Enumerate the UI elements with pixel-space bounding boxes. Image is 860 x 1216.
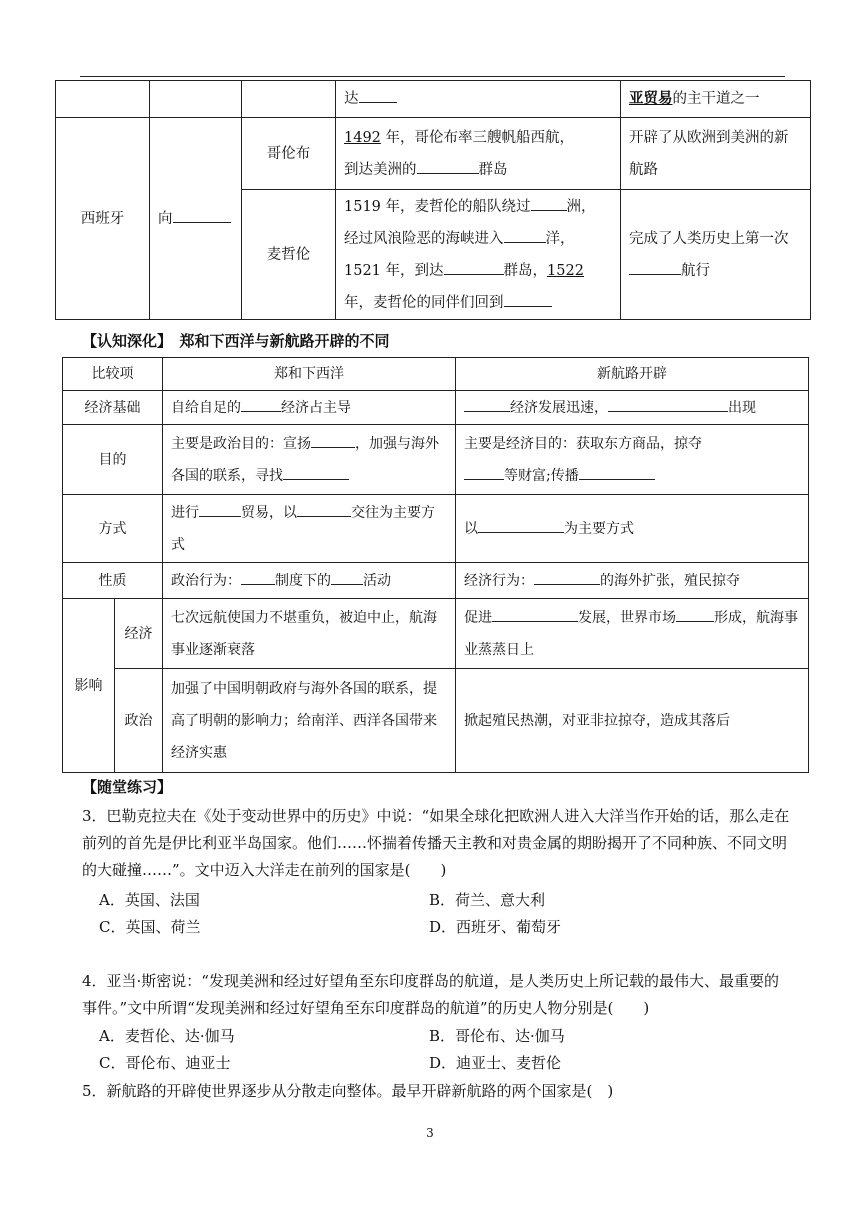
question-options	[99, 887, 779, 941]
table-row	[63, 599, 809, 669]
cell-text: 出现	[728, 399, 756, 416]
row-label: 经济基础	[84, 399, 141, 416]
cell-text: 洋，	[545, 230, 575, 247]
option-a[interactable]: A．英国、法国	[99, 891, 200, 909]
cell-text: 以	[464, 520, 478, 537]
row-label: 方式	[98, 520, 127, 537]
fill-blank	[241, 569, 275, 585]
section-heading: 【认知深化】 郑和下西洋与新航路开辟的不同	[82, 332, 390, 350]
cell-text: 形成，航海事业蒸蒸日上	[464, 609, 798, 658]
comparison-table	[62, 357, 809, 773]
fill-blank	[629, 258, 681, 274]
cell-text: 达	[344, 91, 359, 107]
option-d[interactable]: D．迪亚士、麦哲伦	[429, 1054, 562, 1072]
fill-blank	[444, 258, 504, 274]
row-label: 目的	[98, 451, 127, 468]
column-header: 郑和下西洋	[274, 366, 344, 382]
year-text: 1492	[344, 129, 381, 146]
cell-text: 活动	[363, 572, 391, 589]
question-options	[99, 1023, 779, 1077]
country-label: 西班牙	[80, 210, 125, 227]
option-c[interactable]: C．哥伦布、迪亚士	[99, 1054, 231, 1072]
cell-text: 交往为主要方式	[171, 504, 435, 553]
fill-blank	[331, 569, 363, 585]
fill-blank	[241, 396, 281, 412]
fill-blank	[608, 396, 728, 412]
cell-text: 进行	[171, 504, 199, 521]
cell-text: 等财富;传播	[504, 467, 579, 484]
fill-blank	[283, 464, 349, 480]
table-row	[63, 495, 809, 563]
option-c[interactable]: C．英国、荷兰	[99, 918, 201, 936]
cell-text: 制度下的	[275, 572, 331, 589]
cell-text: 的主干道之一	[672, 91, 760, 107]
fill-blank	[173, 206, 231, 222]
cell-text: 主要是经济目的：获取东方商品，掠夺	[464, 435, 702, 452]
option-d[interactable]: D．西班牙、葡萄牙	[429, 918, 562, 936]
fill-blank	[199, 501, 241, 517]
option-b[interactable]: B．荷兰、意大利	[429, 891, 546, 909]
cell-text: 航行	[681, 262, 710, 279]
cell-text: 经济占主导	[281, 399, 351, 416]
page-number: 3	[426, 1126, 434, 1140]
cell-text: 1519 年，麦哲伦的船队绕过	[344, 198, 531, 215]
fill-blank	[297, 501, 351, 517]
table-row	[63, 563, 809, 599]
fill-blank	[579, 464, 655, 480]
table-row	[56, 81, 811, 118]
question-stem: 4．亚当·斯密说：“发现美洲和经过好望角至东印度群岛的航道，是人类历史上所记载的最伟大、最重要的事件。”文中所谓“发现美洲和经过好望角至东印度群岛的航道”的历史人物分别是( )	[82, 972, 779, 1017]
table-row	[56, 118, 811, 190]
fill-blank	[492, 606, 578, 622]
cell-text: 完成了人类历史上第一次	[629, 230, 789, 247]
cell-text: 群岛，	[503, 262, 548, 279]
fill-blank	[311, 432, 355, 448]
cell-text: 促进	[464, 609, 492, 626]
cell-text: 主要是政治目的：宣扬	[171, 435, 311, 452]
cell-text: 年，哥伦布率三艘帆船西航，	[380, 129, 575, 146]
year-text: 1522	[547, 262, 584, 279]
navigator-name: 麦哲伦	[266, 246, 311, 263]
column-header: 比较项	[91, 366, 134, 382]
header-rule	[80, 76, 785, 77]
cell-text: 亚贸易	[629, 90, 673, 107]
cell-text: 七次远航使国力不堪重负，被迫中止，航海事业逐渐衰落	[171, 609, 437, 658]
table-row	[63, 669, 809, 773]
row-label: 性质	[98, 572, 127, 589]
cell-text: 的海外扩张，殖民掠夺	[600, 572, 740, 589]
cell-text: ，加强与海外各国的联系，寻找	[171, 435, 439, 484]
fill-blank	[534, 569, 600, 585]
cell-text: 开辟了从欧洲到美洲的新航路	[629, 129, 789, 178]
voyages-table	[55, 80, 811, 320]
cell-text: 群岛	[478, 161, 508, 178]
option-a[interactable]: A．麦哲伦、达·伽马	[99, 1027, 235, 1045]
cell-text: 经济发展迅速，	[510, 399, 608, 416]
fill-blank	[478, 517, 564, 533]
fill-blank	[504, 290, 552, 306]
cell-text: 政治行为：	[171, 572, 241, 589]
cell-text: 为主要方式	[564, 520, 634, 537]
option-b[interactable]: B．哥伦布、达·伽马	[429, 1027, 565, 1045]
column-header: 新航路开辟	[597, 366, 667, 382]
cell-text: 发展，世界市场	[578, 609, 676, 626]
cell-text: 年，麦哲伦的同伴们回到	[344, 294, 504, 311]
cell-text: 洲，	[566, 198, 596, 215]
fill-blank	[359, 87, 397, 103]
cell-text: 贸易，以	[241, 504, 297, 521]
row-label: 影响	[74, 677, 103, 694]
fill-blank	[464, 464, 504, 480]
navigator-name: 哥伦布	[266, 145, 311, 162]
table-row	[63, 425, 809, 495]
cell-text: 到达美洲的	[344, 161, 417, 178]
cell-text: 经过风浪险恶的海峡进入	[344, 230, 504, 247]
cell-text: 1521 年，到达	[344, 262, 444, 279]
cell-text: 加强了中国明朝政府与海外各国的联系，提高了明朝的影响力；给南洋、西洋各国带来经济实惠	[171, 680, 437, 761]
fill-blank	[504, 226, 546, 242]
fill-blank	[676, 606, 714, 622]
question-stem: 3．巴勒克拉夫在《处于变动世界中的历史》中说：“如果全球化把欧洲人进入大洋当作开始的话，那么走在前列的首先是伊比利亚半岛国家。他们……怀揣着传播天主教和对贵金属的期盼揭开了不同种族、不同文明的大碰撞……”。文中迈入大洋走在前列的国家是( )	[82, 807, 790, 879]
section-heading: 【随堂练习】	[82, 778, 173, 796]
table-header-row	[63, 358, 809, 391]
row-sublabel: 政治	[124, 712, 153, 729]
row-sublabel: 经济	[124, 625, 153, 642]
cell-text: 自给自足的	[171, 399, 241, 416]
fill-blank	[464, 396, 510, 412]
direction-label: 向	[158, 210, 173, 227]
cell-text: 掀起殖民热潮，对亚非拉掠夺，造成其落后	[464, 712, 730, 729]
fill-blank	[531, 194, 567, 210]
fill-blank	[417, 157, 479, 173]
cell-text: 经济行为：	[464, 572, 534, 589]
question-stem: 5．新航路的开辟使世界逐步从分散走向整体。最早开辟新航路的两个国家是( )	[82, 1082, 614, 1100]
table-row	[63, 391, 809, 425]
